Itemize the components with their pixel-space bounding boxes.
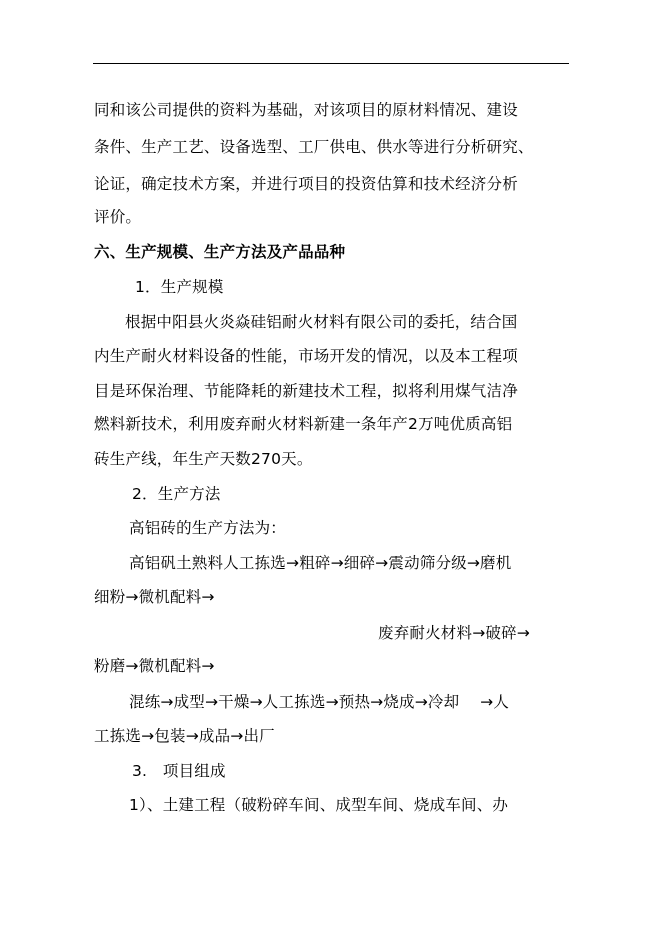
subsection-heading-2: 2．生产方法: [132, 485, 221, 503]
paragraph-line-6: 内生产耐火材料设备的性能，市场开发的情况，以及本工程项: [94, 347, 518, 365]
process-line-4: 粉磨→微机配料→: [94, 657, 215, 675]
paragraph-line-7: 目是环保治理、节能降耗的新建技术工程，拟将利用煤气洁净: [94, 382, 518, 400]
process-line-2: 细粉→微机配料→: [94, 588, 215, 606]
header-rule: [93, 63, 569, 64]
subsection-heading-1: 1．生产规模: [135, 278, 224, 296]
process-line-5: 混练→成型→干燥→人工拣选→预热→烧成→冷却 →人: [129, 693, 510, 711]
paragraph-line-9: 砖生产线，年生产天数270天。: [94, 450, 313, 468]
paragraph-line-5: 根据中阳县火炎焱硅铝耐火材料有限公司的委托，结合国: [125, 313, 518, 331]
process-line-3: 废弃耐火材料→破碎→: [378, 624, 530, 642]
process-intro: 高铝砖的生产方法为：: [129, 519, 287, 537]
subsection-heading-3: 3. 项目组成: [132, 762, 226, 780]
paragraph-line-4: 评价。: [94, 208, 142, 226]
process-line-1: 高铝矾土熟料人工拣选→粗碎→细碎→震动筛分级→磨机: [129, 554, 512, 572]
process-line-6: 工拣选→包装→成品→出厂: [94, 727, 275, 745]
paragraph-line-1: 同和该公司提供的资料为基础，对该项目的原材料情况、建设: [94, 101, 518, 119]
paragraph-line-10: 1）、土建工程（破粉碎车间、成型车间、烧成车间、办: [129, 796, 509, 814]
paragraph-line-8: 燃料新技术，利用废弃耐火材料新建一条年产2万吨优质高铝: [94, 415, 513, 433]
paragraph-line-3: 论证，确定技术方案，并进行项目的投资估算和技术经济分析: [94, 175, 518, 193]
paragraph-line-2: 条件、生产工艺、设备选型、工厂供电、供水等进行分析研究、: [94, 138, 534, 156]
section-heading: 六、生产规模、生产方法及产品品种: [94, 243, 346, 261]
